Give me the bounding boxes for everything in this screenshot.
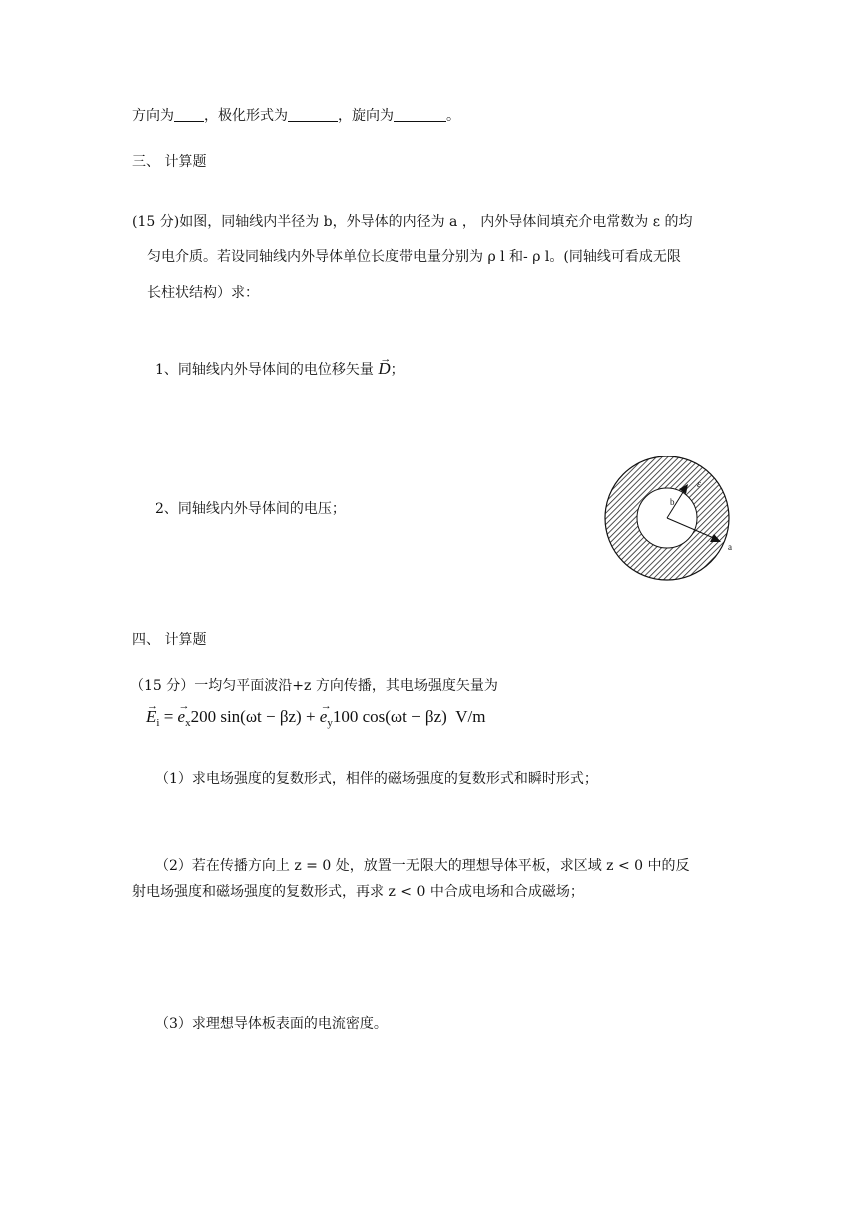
section3-intro-line1: (15 分)如图，同轴线内半径为 b，外导体的内径为 a ， 内外导体间填充介电常数为 ε 的均 (132, 214, 693, 230)
question-2: 2、同轴线内外导体间的电压； (155, 501, 346, 517)
electric-field-equation (146, 706, 486, 734)
part-2-line1: （2）若在传播方向上 z = 0 处，放置一无限大的理想导体平板，求区域 z < 0 中的反 (155, 858, 690, 874)
unit-vector-y-subscript: y (327, 717, 333, 729)
unit-vector-x: → e (178, 706, 186, 728)
e-field-subscript: i (156, 717, 160, 729)
question-1 (155, 360, 405, 379)
polarization-label: ，极化形式为 (204, 108, 288, 124)
sine-term: 200 sin(ωt − βz) + (190, 707, 320, 726)
unit: V/m (455, 707, 486, 726)
unit-vector-x-subscript: x (185, 717, 191, 729)
part-3: （3）求理想导体板表面的电流密度。 (155, 1016, 388, 1032)
line-end: 。 (446, 108, 460, 124)
part-2-line2: 射电场强度和磁场强度的复数形式，再求 z < 0 中合成电场和合成磁场； (132, 884, 584, 900)
coaxial-cable-figure (600, 456, 750, 586)
section4-heading: 四、 计算题 (132, 632, 207, 648)
equals-sign: = (159, 707, 178, 726)
direction-blank (174, 107, 204, 122)
e-field-symbol: → E (146, 706, 156, 728)
section3-intro-line3: 长柱状结构）求： (147, 285, 259, 301)
section3-intro-line2: 匀电介质。若设同轴线内外导体单位长度带电量分别为 ρ l 和- ρ l。(同轴线可看成无限 (147, 249, 681, 265)
cosine-term: 100 cos(ωt − βz) (332, 707, 447, 726)
unit-vector-y: → e (320, 706, 328, 728)
label-a: a (728, 542, 732, 552)
part-1: （1）求电场强度的复数形式，相伴的磁场强度的复数形式和瞬时形式； (155, 771, 598, 787)
direction-label: 方向为 (132, 108, 174, 124)
fill-in-line (132, 107, 460, 125)
section3-heading: 三、 计算题 (132, 154, 207, 170)
question-1-end: ； (390, 362, 405, 378)
polarization-blank (288, 107, 338, 122)
section4-intro: （15 分）一均匀平面波沿+z 方向传播，其电场强度矢量为 (130, 678, 498, 694)
rotation-label: ，旋向为 (338, 108, 394, 124)
rotation-blank (394, 107, 446, 122)
label-epsilon: ε (697, 479, 701, 490)
label-b: b (670, 497, 675, 507)
displacement-vector-symbol: → D (378, 360, 390, 378)
question-1-text: 1、同轴线内外导体间的电位移矢量 (155, 362, 374, 378)
